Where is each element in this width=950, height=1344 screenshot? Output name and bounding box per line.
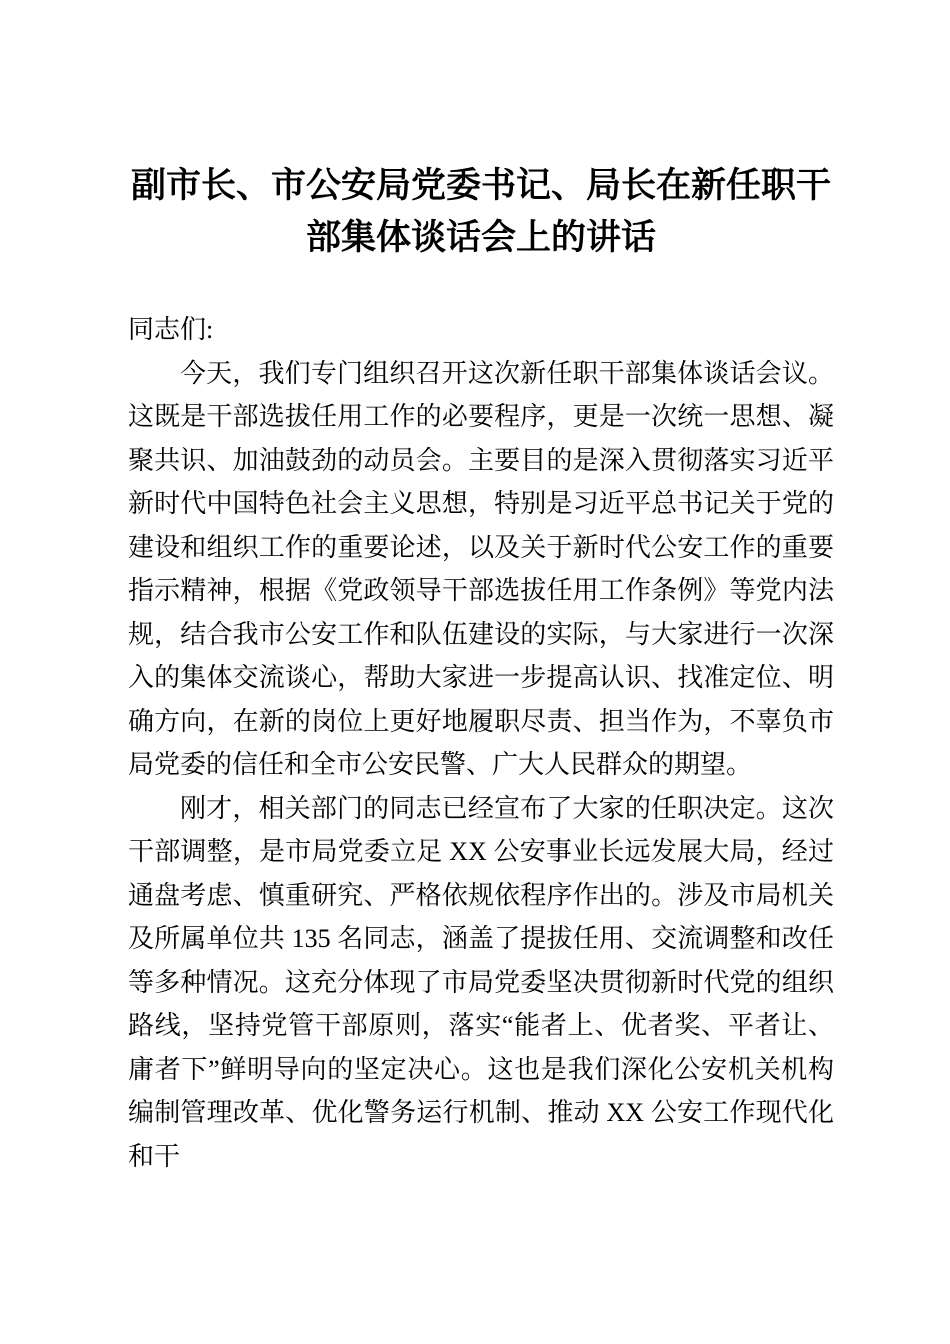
paragraph-body-2: 刚才，相关部门的同志已经宣布了大家的任职决定。这次干部调整，是市局党委立足 XX 公安事业长远发展大局，经过通盘考虑、慎重研究、严格依规依程序作出的。涉及市局机关及所属单位共 135 名同志，涵盖了提拔任用、交流调整和改任等多种情况。这充分体现了市局党委坚决贯彻新时代党的组织路线，坚持党管干部原则，落实“能者上、优者奖、平者让、庸者下”鲜明导向的坚定决心。这也是我们深化公安机关机构编制管理改革、优化警务运行机制、推动 XX 公安工作现代化和干 [128, 793, 834, 1171]
document-title: 副市长、市公安局党委书记、局长在新任职干部集体谈话会上的讲话 [130, 166, 831, 257]
paragraph-salutation: 同志们: [128, 315, 214, 344]
paragraph-body-1: 今天，我们专门组织召开这次新任职干部集体谈话会议。这既是干部选拔任用工作的必要程序，更是一次统一思想、凝聚共识、加油鼓劲的动员会。主要目的是深入贯彻落实习近平新时代中国特色社会主义思想，特别是习近平总书记关于党的建设和组织工作的重要论述，以及关于新时代公安工作的重要指示精神，根据《党政领导干部选拔任用工作条例》等党内法规，结合我市公安工作和队伍建设的实际，与大家进行一次深入的集体交流谈心，帮助大家进一步提高认识、找准定位、明确方向，在新的岗位上更好地履职尽责、担当作为，不辜负市局党委的信任和全市公安民警、广大人民群众的期望。 [128, 358, 834, 779]
document-body [128, 308, 834, 1178]
